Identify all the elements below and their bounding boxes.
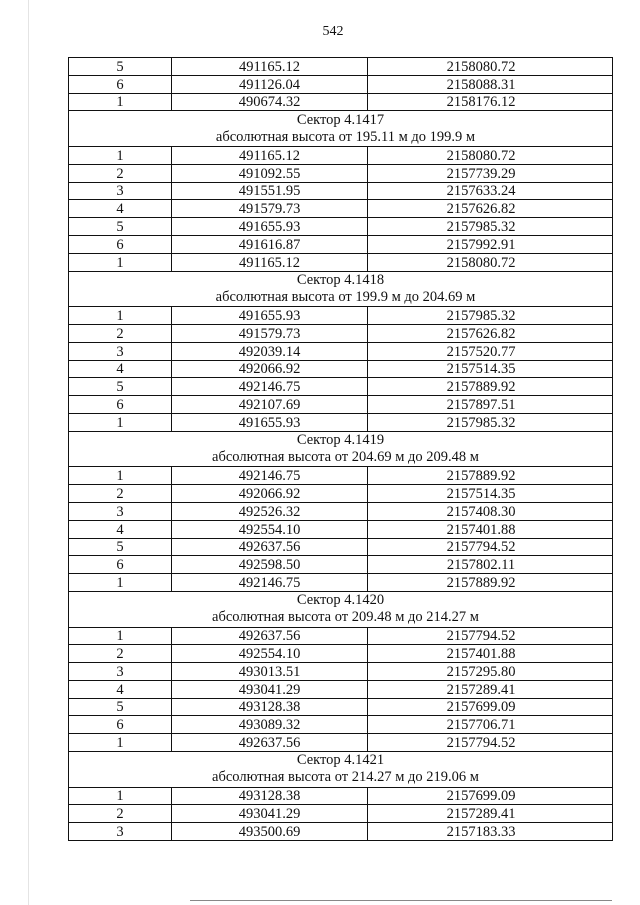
sector-altitude-range: абсолютная высота от 209.48 м до 214.27 м [212,609,479,626]
table-row [69,823,613,841]
coordinate-1-cell: 491655.93 [172,218,368,236]
table-row [69,235,613,253]
coordinate-2-cell: 2157699.09 [368,698,613,716]
sector-header-row [69,111,613,147]
coordinate-1-cell: 492066.92 [172,360,368,378]
coordinates-table [68,57,613,841]
coordinate-2-cell: 2157794.52 [368,538,613,556]
coordinate-1-cell: 493041.29 [172,805,368,823]
coordinate-1-cell: 490674.32 [172,93,368,111]
table-row [69,396,613,414]
coordinate-2-cell: 2158080.72 [368,58,613,76]
table-row [69,663,613,681]
coordinate-1-cell: 492526.32 [172,502,368,520]
sector-header-cell [69,752,613,788]
coordinate-2-cell: 2157514.35 [368,360,613,378]
coordinate-1-cell: 491579.73 [172,200,368,218]
sector-title: Сектор 4.1421 [296,752,385,769]
coordinate-2-cell: 2157706.71 [368,716,613,734]
coordinate-2-cell: 2157626.82 [368,324,613,342]
coordinate-2-cell: 2157739.29 [368,164,613,182]
coordinate-1-cell: 492066.92 [172,485,368,503]
point-number-cell: 3 [69,502,172,520]
point-number-cell: 4 [69,360,172,378]
point-number-cell: 5 [69,58,172,76]
point-number-cell: 4 [69,680,172,698]
coordinate-2-cell: 2157985.32 [368,307,613,325]
sector-altitude-range: абсолютная высота от 199.9 м до 204.69 м [215,288,476,305]
table-row [69,378,613,396]
sector-header-row [69,591,613,627]
point-number-cell: 1 [69,146,172,164]
coordinate-1-cell: 493500.69 [172,823,368,841]
coordinate-1-cell: 491579.73 [172,324,368,342]
coordinate-2-cell: 2158176.12 [368,93,613,111]
point-number-cell: 1 [69,413,172,431]
table-row [69,485,613,503]
coordinate-1-cell: 492554.10 [172,520,368,538]
coordinate-1-cell: 493128.38 [172,698,368,716]
sector-header-cell [69,271,613,307]
coordinate-1-cell: 491551.95 [172,182,368,200]
coordinate-2-cell: 2157408.30 [368,502,613,520]
coordinate-1-cell: 492146.75 [172,467,368,485]
point-number-cell: 2 [69,164,172,182]
coordinate-2-cell: 2157897.51 [368,396,613,414]
table-row [69,307,613,325]
coordinate-1-cell: 492637.56 [172,734,368,752]
coordinate-1-cell: 492107.69 [172,396,368,414]
table-row [69,182,613,200]
sector-title: Сектор 4.1418 [296,271,385,288]
coordinate-2-cell: 2157889.92 [368,378,613,396]
coordinate-1-cell: 492146.75 [172,574,368,592]
table-row [69,520,613,538]
coordinate-2-cell: 2157295.80 [368,663,613,681]
coordinate-1-cell: 492039.14 [172,342,368,360]
sector-header-row [69,431,613,467]
coordinate-1-cell: 493041.29 [172,680,368,698]
table-row [69,342,613,360]
table-row [69,324,613,342]
table-row [69,787,613,805]
coordinate-2-cell: 2157794.52 [368,627,613,645]
coordinate-2-cell: 2157802.11 [368,556,613,574]
table-row [69,218,613,236]
table-row [69,556,613,574]
sector-altitude-range: абсолютная высота от 204.69 м до 209.48 м [212,449,479,466]
coordinate-2-cell: 2157514.35 [368,485,613,503]
point-number-cell: 5 [69,378,172,396]
table-row [69,75,613,93]
point-number-cell: 2 [69,805,172,823]
sector-altitude-range: абсолютная высота от 214.27 м до 219.06 м [212,769,479,786]
page-number: 542 [322,24,344,39]
coordinate-2-cell: 2158088.31 [368,75,613,93]
coordinate-1-cell: 491655.93 [172,413,368,431]
point-number-cell: 5 [69,218,172,236]
point-number-cell: 4 [69,200,172,218]
sector-altitude-range: абсолютная высота от 195.11 м до 199.9 м [215,128,476,145]
coordinate-2-cell: 2157401.88 [368,645,613,663]
table-row [69,200,613,218]
table-row [69,360,613,378]
point-number-cell: 6 [69,716,172,734]
point-number-cell: 3 [69,182,172,200]
point-number-cell: 2 [69,485,172,503]
point-number-cell: 6 [69,556,172,574]
point-number-cell: 2 [69,324,172,342]
coordinate-1-cell: 493013.51 [172,663,368,681]
coordinate-1-cell: 491092.55 [172,164,368,182]
sector-header-row [69,752,613,788]
coordinate-1-cell: 493128.38 [172,787,368,805]
scan-edge-line [190,900,612,901]
point-number-cell: 1 [69,574,172,592]
table-row [69,680,613,698]
point-number-cell: 1 [69,307,172,325]
coordinate-1-cell: 492637.56 [172,538,368,556]
point-number-cell: 6 [69,235,172,253]
table-row [69,467,613,485]
sector-title: Сектор 4.1417 [296,111,385,128]
table-row [69,253,613,271]
coordinate-1-cell: 492598.50 [172,556,368,574]
sector-header-cell [69,431,613,467]
coordinate-2-cell: 2157794.52 [368,734,613,752]
table-row [69,146,613,164]
coordinate-1-cell: 492637.56 [172,627,368,645]
point-number-cell: 1 [69,627,172,645]
coordinate-1-cell: 492146.75 [172,378,368,396]
coordinate-2-cell: 2157633.24 [368,182,613,200]
sector-header-cell [69,591,613,627]
point-number-cell: 3 [69,342,172,360]
coordinate-2-cell: 2158080.72 [368,146,613,164]
sector-title: Сектор 4.1420 [296,592,385,609]
sector-header-cell [69,111,613,147]
coordinate-2-cell: 2157626.82 [368,200,613,218]
point-number-cell: 2 [69,645,172,663]
coordinate-2-cell: 2157985.32 [368,218,613,236]
point-number-cell: 4 [69,520,172,538]
coordinate-2-cell: 2157289.41 [368,805,613,823]
coordinate-1-cell: 491616.87 [172,235,368,253]
point-number-cell: 1 [69,253,172,271]
point-number-cell: 5 [69,698,172,716]
coordinate-1-cell: 491165.12 [172,253,368,271]
coordinate-2-cell: 2157985.32 [368,413,613,431]
table-row [69,716,613,734]
point-number-cell: 1 [69,734,172,752]
table-row [69,58,613,76]
coordinate-1-cell: 491165.12 [172,58,368,76]
coordinate-2-cell: 2158080.72 [368,253,613,271]
point-number-cell: 1 [69,467,172,485]
coordinate-1-cell: 492554.10 [172,645,368,663]
coordinate-2-cell: 2157889.92 [368,467,613,485]
point-number-cell: 3 [69,663,172,681]
table-row [69,502,613,520]
coordinate-2-cell: 2157401.88 [368,520,613,538]
point-number-cell: 6 [69,75,172,93]
table-row [69,538,613,556]
point-number-cell: 1 [69,93,172,111]
scan-edge-shadow [28,0,29,905]
coordinate-1-cell: 491655.93 [172,307,368,325]
sector-title: Сектор 4.1419 [296,432,385,449]
point-number-cell: 3 [69,823,172,841]
table-row [69,627,613,645]
coordinate-1-cell: 493089.32 [172,716,368,734]
table-row [69,93,613,111]
table-row [69,645,613,663]
point-number-cell: 5 [69,538,172,556]
table-row [69,413,613,431]
coordinate-1-cell: 491126.04 [172,75,368,93]
point-number-cell: 1 [69,787,172,805]
table-row [69,734,613,752]
table-row [69,164,613,182]
coordinate-2-cell: 2157889.92 [368,574,613,592]
table-row [69,574,613,592]
coordinate-2-cell: 2157699.09 [368,787,613,805]
coordinate-2-cell: 2157183.33 [368,823,613,841]
point-number-cell: 6 [69,396,172,414]
coordinate-1-cell: 491165.12 [172,146,368,164]
coordinate-2-cell: 2157520.77 [368,342,613,360]
sector-header-row [69,271,613,307]
table-row [69,805,613,823]
coordinate-2-cell: 2157992.91 [368,235,613,253]
coordinate-2-cell: 2157289.41 [368,680,613,698]
table-row [69,698,613,716]
